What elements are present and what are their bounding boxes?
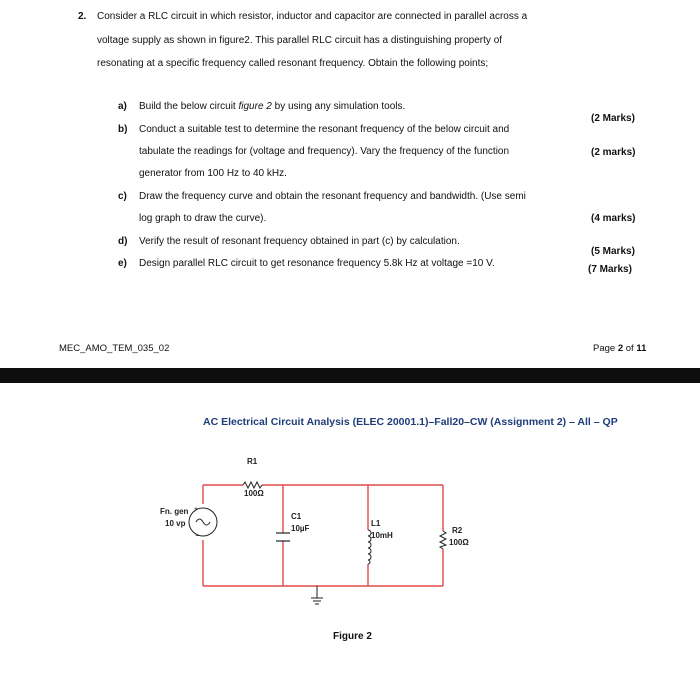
svg-text:−: − bbox=[195, 533, 200, 540]
r2-value: 100Ω bbox=[449, 538, 469, 547]
intro-line-3: resonating at a specific frequency called resonant frequency. Obtain the following points; bbox=[97, 58, 489, 69]
source-value: 10 vp bbox=[165, 519, 186, 528]
function-generator-source bbox=[189, 506, 217, 540]
item-a-label: a) bbox=[118, 101, 127, 112]
item-a-text: Build the below circuit figure 2 by using any simulation tools. bbox=[139, 101, 406, 112]
document-page-2 bbox=[0, 383, 700, 673]
item-b-line-2: tabulate the readings for (voltage and frequency). Vary the frequency of the function bbox=[139, 146, 510, 157]
item-b-line-3: generator from 100 Hz to 40 kHz. bbox=[139, 168, 287, 179]
item-e-label: e) bbox=[118, 258, 127, 269]
ground-symbol bbox=[311, 586, 323, 604]
item-b-marks: (2 marks) bbox=[591, 147, 636, 158]
item-c-line-2: log graph to draw the curve). bbox=[139, 213, 267, 224]
item-e-line-1: Design parallel RLC circuit to get resonance frequency 5.8k Hz at voltage =10 V. bbox=[139, 258, 495, 269]
item-d-line-1: Verify the result of resonant frequency obtained in part (c) by calculation. bbox=[139, 236, 460, 247]
item-d-marks: (5 Marks) bbox=[591, 246, 635, 257]
page-header: AC Electrical Circuit Analysis (ELEC 20001.1)–Fall20–CW (Assignment 2) – All – QP bbox=[203, 416, 618, 428]
item-a-marks: (2 Marks) bbox=[591, 113, 635, 124]
item-d-label: d) bbox=[118, 236, 128, 247]
item-b-label: b) bbox=[118, 124, 128, 135]
item-e-marks: (7 Marks) bbox=[588, 264, 632, 275]
doc-code: MEC_AMO_TEM_035_02 bbox=[59, 343, 170, 354]
item-c-marks: (4 marks) bbox=[591, 213, 636, 224]
l1-value: 10mH bbox=[371, 531, 393, 540]
item-b-line-1: Conduct a suitable test to determine the resonant frequency of the below circuit and bbox=[139, 124, 510, 135]
r1-value: 100Ω bbox=[244, 489, 264, 498]
svg-text:+: + bbox=[194, 506, 199, 513]
page-number: Page 2 of 11 bbox=[593, 343, 647, 354]
l1-label: L1 bbox=[371, 519, 381, 528]
r2-label: R2 bbox=[452, 526, 463, 535]
c1-label: C1 bbox=[291, 512, 302, 521]
intro-line-1: Consider a RLC circuit in which resistor, inductor and capacitor are connected in parallel across a bbox=[97, 11, 528, 22]
item-c-line-1: Draw the frequency curve and obtain the resonant frequency and bandwidth. (Use semi bbox=[139, 191, 526, 202]
question-number: 2. bbox=[78, 11, 87, 22]
r1-resistor bbox=[243, 482, 262, 488]
source-label: Fn. gen bbox=[160, 507, 189, 516]
circuit-diagram bbox=[0, 383, 700, 673]
figure-caption: Figure 2 bbox=[333, 631, 372, 642]
item-c-label: c) bbox=[118, 191, 127, 202]
c1-capacitor bbox=[276, 533, 290, 541]
r2-resistor bbox=[440, 531, 446, 549]
r1-label: R1 bbox=[247, 457, 258, 466]
circuit-wires bbox=[203, 485, 443, 586]
c1-value: 10µF bbox=[291, 524, 310, 533]
intro-line-2: voltage supply as shown in figure2. This parallel RLC circuit has a distinguishing property of bbox=[97, 35, 503, 46]
